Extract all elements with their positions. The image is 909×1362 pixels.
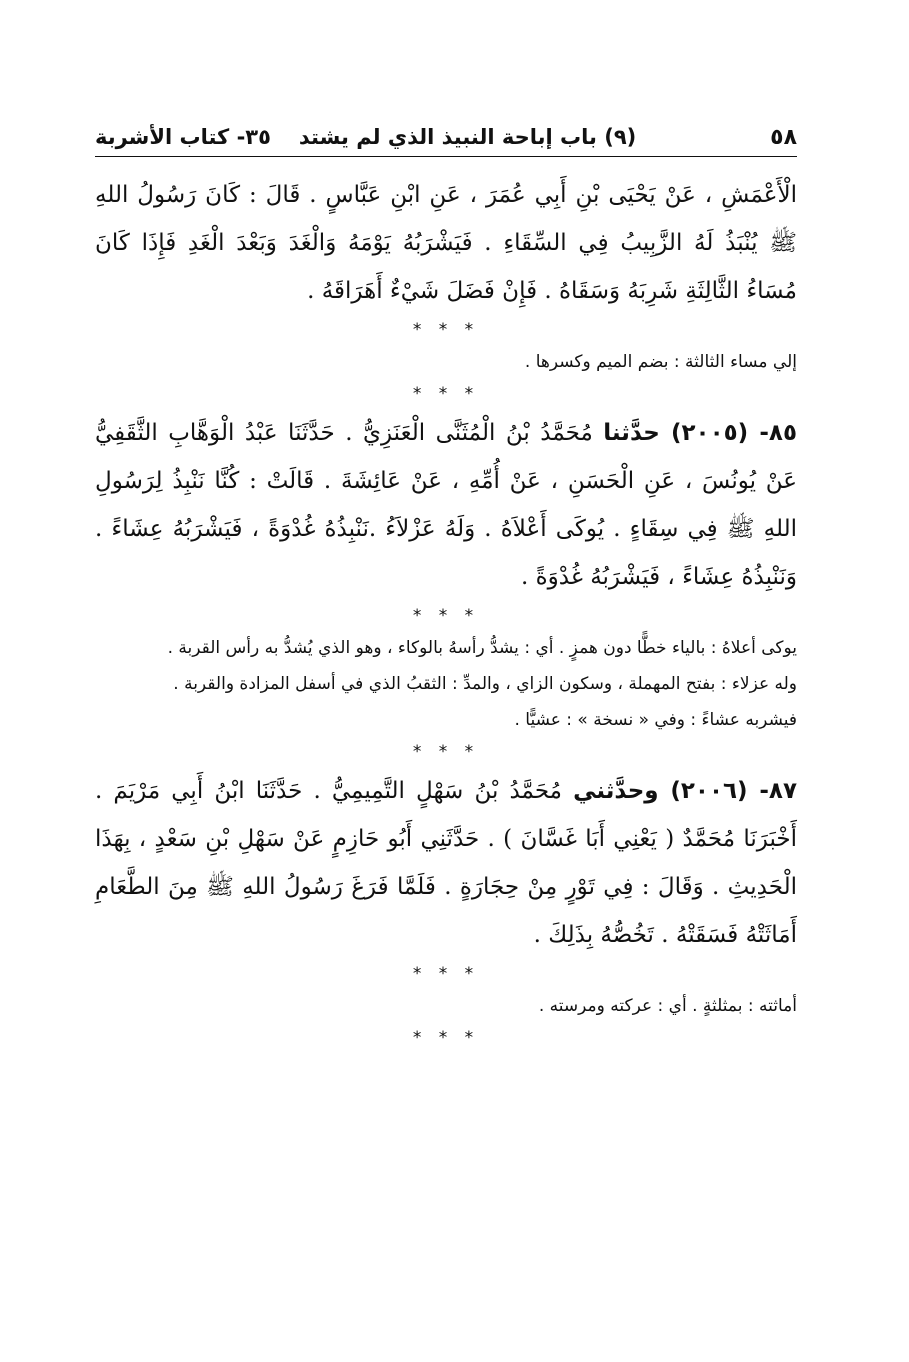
page-number: ٥٨: [770, 125, 797, 150]
separator-stars: * * *: [412, 320, 480, 340]
separator-stars: * * *: [412, 384, 480, 404]
book-title: ٣٥- كتاب الأشربة: [95, 125, 271, 149]
page-header: [95, 125, 797, 157]
chapter-title: (٩) باب إباحة النبيذ الذي لم يشتد: [298, 125, 637, 149]
hadith-number: ٨٥- (٢٠٠٥) حدَّثنا: [603, 420, 797, 446]
separator-stars: * * *: [412, 742, 480, 762]
hadith-87: [95, 767, 797, 959]
separator-stars: * * *: [412, 1028, 480, 1048]
hadith-number: ٨٧- (٢٠٠٦) وحدَّثني: [573, 778, 797, 804]
separator-stars: * * *: [412, 964, 480, 984]
footnote: وله عزلاء : بفتح المهملة ، وسكون الزاي ، والمدِّ : الثقبُ الذي في أسفل المزادة والقربة .: [173, 674, 797, 694]
header-titles: [95, 125, 636, 149]
hadith-body: مُحَمَّدُ بْنُ سَهْلٍ التَّمِيمِيُّ . حَدَّثَنَا ابْنُ أَبِي مَرْيَمَ . أَخْبَرَنَا مُحَمَّدٌ ( يَعْنِي أَبَا غَسَّانَ ) . حَدَّثَنِي أَبُو حَازِمٍ عَنْ سَهْلِ بْنِ سَعْدٍ ، بِهَذَا الْحَدِيثِ . وَقَالَ : فِي تَوْرٍ مِنْ حِجَارَةٍ . فَلَمَّا فَرَغَ رَسُولُ اللهِ ﷺ مِنَ الطَّعَامِ أَمَاثَتْهُ فَسَقَتْهُ . تَخُصُّهُ بِذَلِكَ .: [95, 778, 797, 948]
separator-stars: * * *: [412, 606, 480, 626]
hadith-body: مُحَمَّدُ بْنُ الْمُثَنَّى الْعَنَزِيُّ . حَدَّثَنَا عَبْدُ الْوَهَّابِ الثَّقَفِيُّ عَنْ يُونُسَ ، عَنِ الْحَسَنِ ، عَنْ أُمِّهِ ، عَنْ عَائِشَةَ . قَالَتْ : كُنَّا نَنْبِذُ لِرَسُولِ اللهِ ﷺ فِي سِقَاءٍ . يُوكَى أَعْلاَهُ . وَلَهُ عَزْلاَءُ .نَنْبِذُهُ غُدْوَةً ، فَيَشْرَبُهُ عِشَاءً . وَنَنْبِذُهُ عِشَاءً ، فَيَشْرَبُهُ غُدْوَةً .: [95, 420, 797, 590]
footnote: يوكى أعلاهُ : بالياء خطًّا دون همزٍ . أي : يشدُّ رأسهُ بالوكاء ، وهو الذي يُشدُّ به رأس القربة .: [167, 638, 797, 658]
hadith-text-continued: الْأَعْمَشِ ، عَنْ يَحْيَى بْنِ أَبِي عُمَرَ ، عَنِ ابْنِ عَبَّاسٍ . قَالَ : كَانَ رَسُولُ اللهِ ﷺ يُنْبَذُ لَهُ الزَّبِيبُ فِي السِّقَاءِ . فَيَشْرَبُهُ يَوْمَهُ وَالْغَدَ وَبَعْدَ الْغَدِ فَإِذَا كَانَ مُسَاءُ الثَّالِثَةِ شَرِبَهُ وَسَقَاهُ . فَإِنْ فَضَلَ شَيْءٌ أَهَرَاقَهُ .: [95, 182, 797, 304]
footnote: أماثته : بمثلثةٍ . أي : عركته ومرسته .: [538, 996, 797, 1016]
footnote: إلي مساء الثالثة : بضم الميم وكسرها .: [524, 352, 797, 372]
hadith-85: [95, 409, 797, 601]
book-page: [95, 125, 797, 1053]
footnote: فيشربه عشاءً : وفي « نسخة » : عشيًّا .: [514, 710, 797, 730]
